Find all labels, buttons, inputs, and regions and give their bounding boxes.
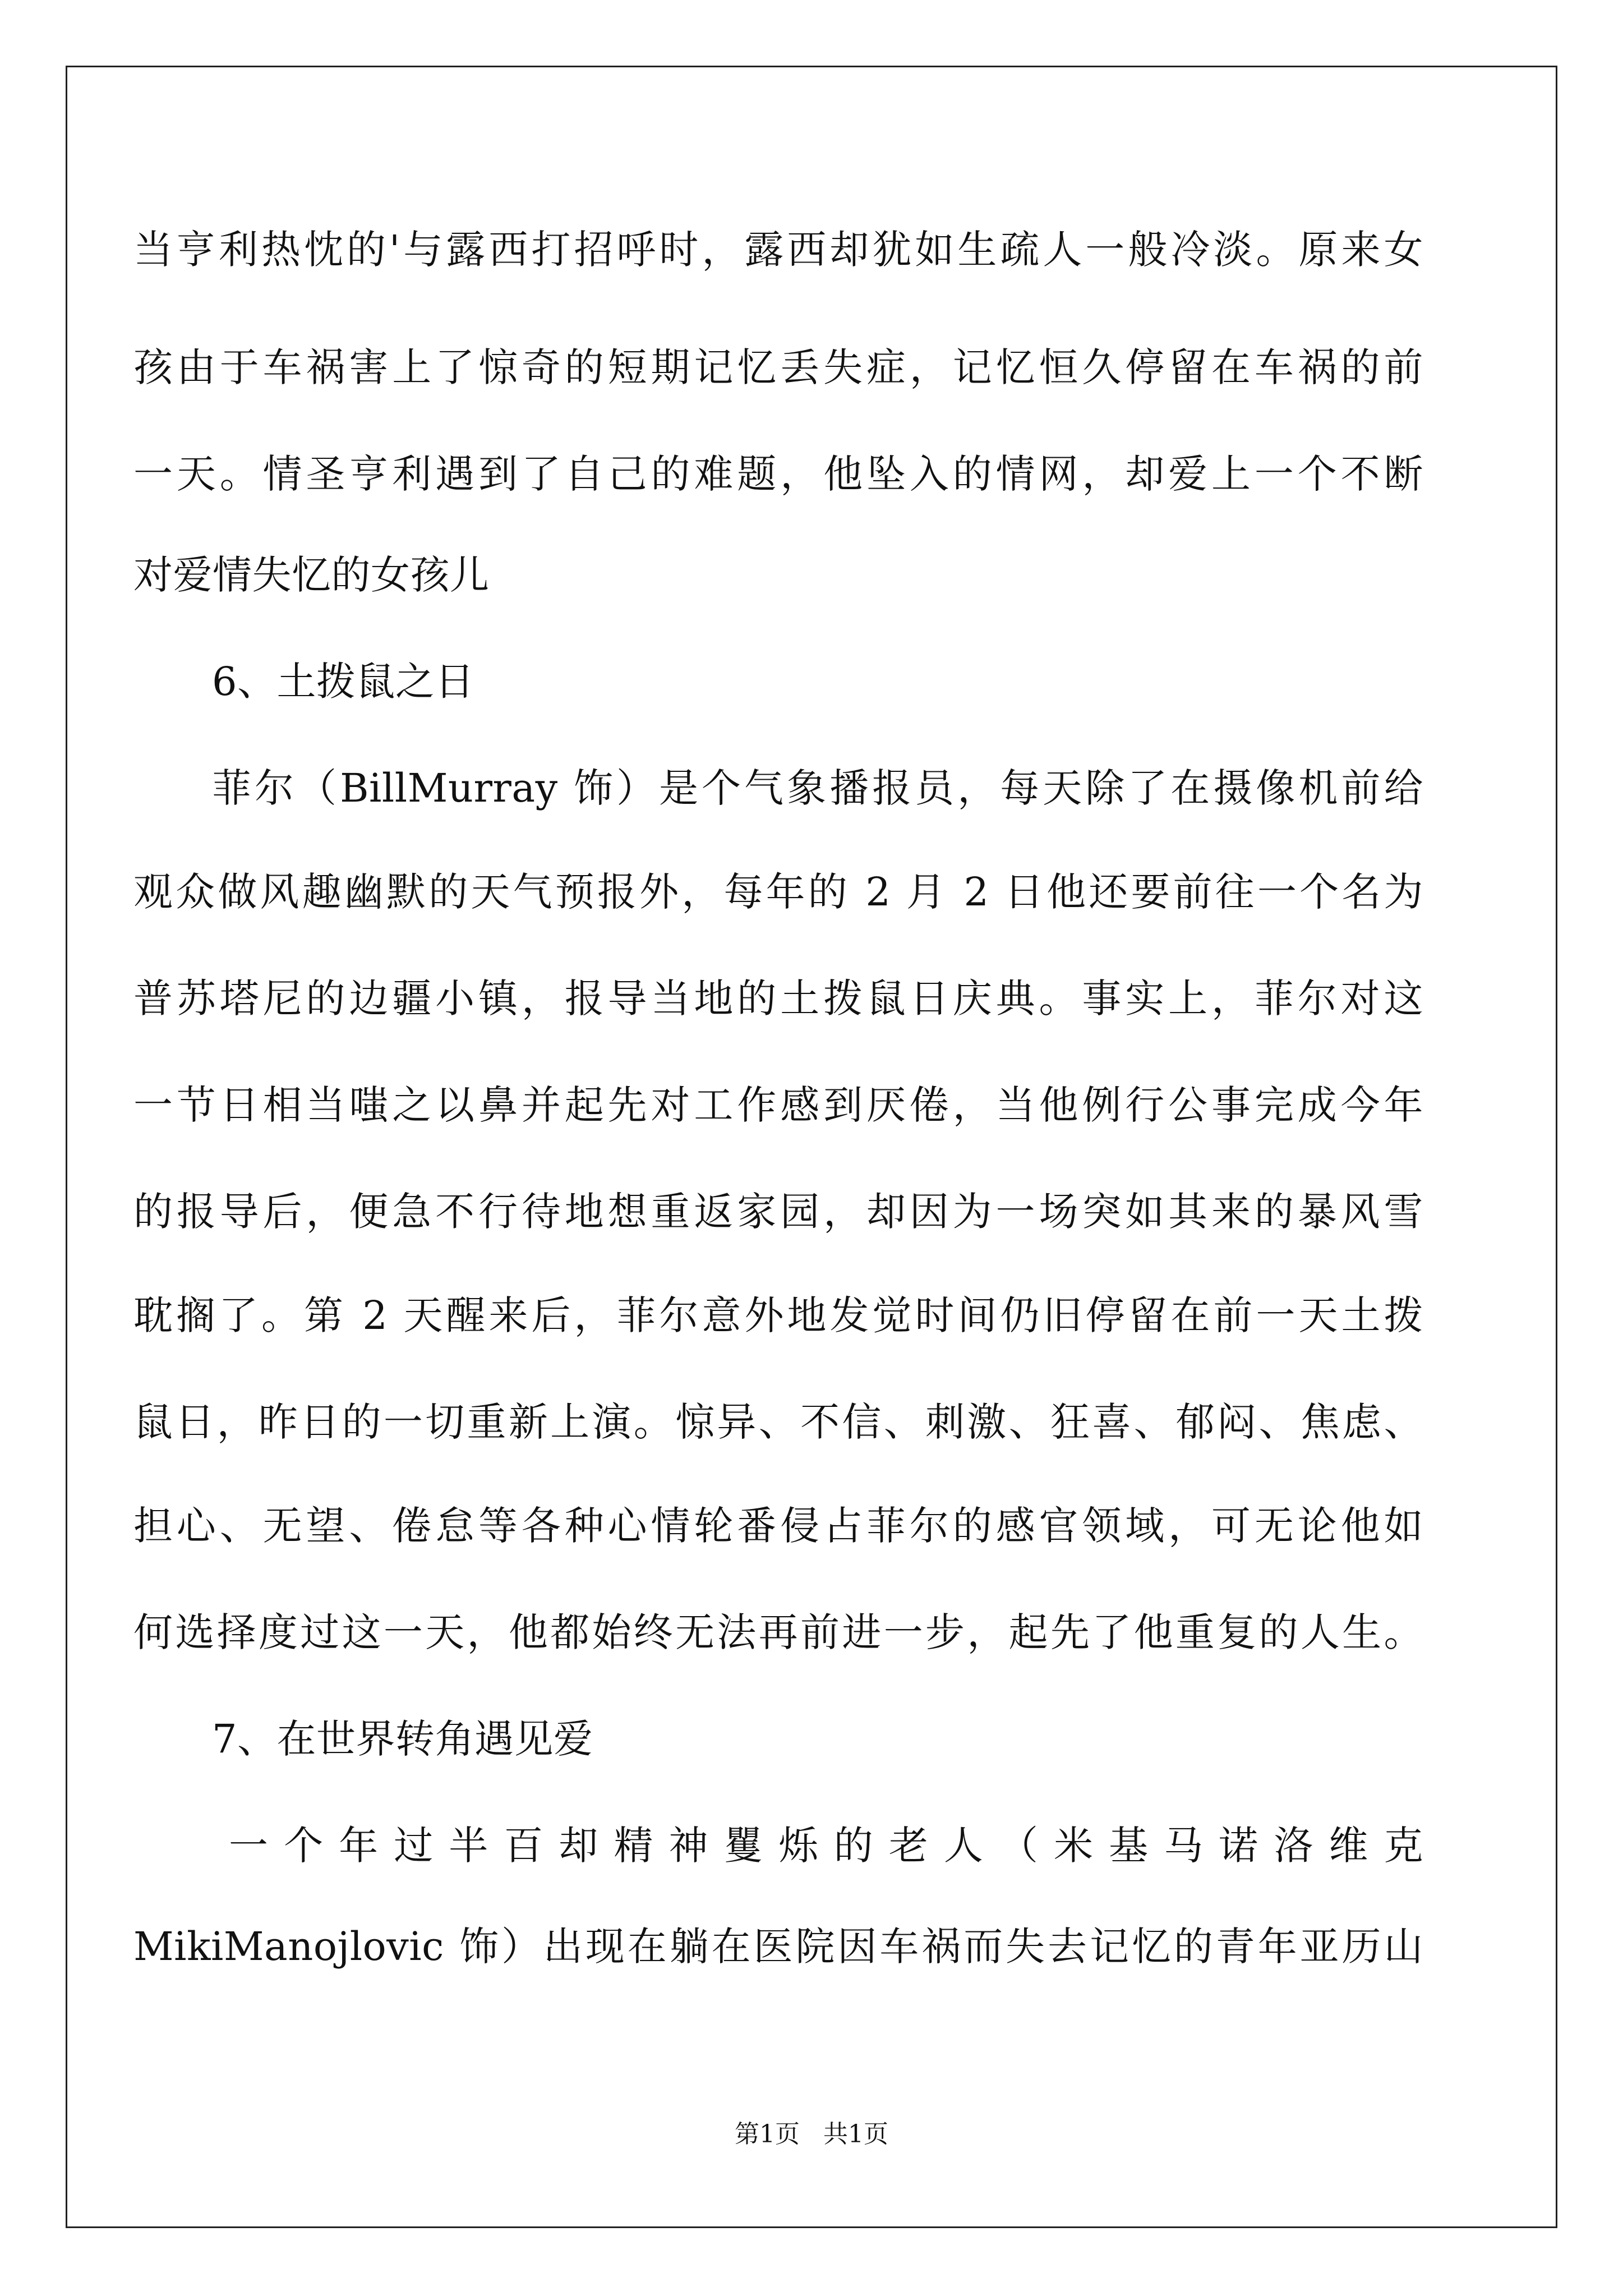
page-footer	[0, 2118, 1623, 2151]
body-line-13: 担心、无望、倦怠等各种心情轮番侵占菲尔的感官领域，可无论他如	[133, 1503, 1423, 1549]
body-line-7: 观众做风趣幽默的天气预报外，每年的 2 月 2 日他还要前往一个名为	[133, 869, 1423, 915]
page-number-total: 共1页	[823, 2120, 888, 2148]
body-line-2: 孩由于车祸害上了惊奇的短期记忆丢失症，记忆恒久停留在车祸的前	[133, 344, 1423, 390]
body-line-12: 鼠日，昨日的一切重新上演。惊异、不信、刺激、狂喜、郁闷、焦虑、	[133, 1399, 1423, 1445]
body-line-17: MikiManojlovic 饰）出现在躺在医院因车祸而失去记忆的青年亚历山	[133, 1924, 1423, 1970]
section-heading-6: 6、土拨鼠之日	[212, 659, 475, 705]
body-line-1: 当亨利热忱的'与露西打招呼时，露西却犹如生疏人一般冷淡。原来女	[133, 227, 1423, 273]
section-heading-7: 7、在世界转角遇见爱	[212, 1716, 593, 1762]
body-line-14: 何选择度过这一天，他都始终无法再前进一步，起先了他重复的人生。	[133, 1609, 1423, 1655]
page-number-current: 第1页	[735, 2120, 800, 2148]
body-line-11: 耽搁了。第 2 天醒来后，菲尔意外地发觉时间仍旧停留在前一天土拨	[133, 1292, 1423, 1338]
body-line-9: 一节日相当嗤之以鼻并起先对工作感到厌倦，当他例行公事完成今年	[133, 1082, 1423, 1128]
body-line-8: 普苏塔尼的边疆小镇，报导当地的土拨鼠日庆典。事实上，菲尔对这	[133, 976, 1423, 1022]
body-line-10: 的报导后，便急不行待地想重返家园，却因为一场突如其来的暴风雪	[133, 1189, 1423, 1235]
body-line-3: 一天。情圣亨利遇到了自己的难题，他坠入的情网，却爱上一个不断	[133, 451, 1423, 497]
body-line-4: 对爱情失忆的女孩儿	[133, 552, 490, 598]
body-line-16: 一个年过半百却精神矍烁的老人（米基马诺洛维克	[229, 1823, 1423, 1869]
body-line-6: 菲尔（BillMurray 饰）是个气象播报员，每天除了在摄像机前给	[212, 765, 1423, 811]
